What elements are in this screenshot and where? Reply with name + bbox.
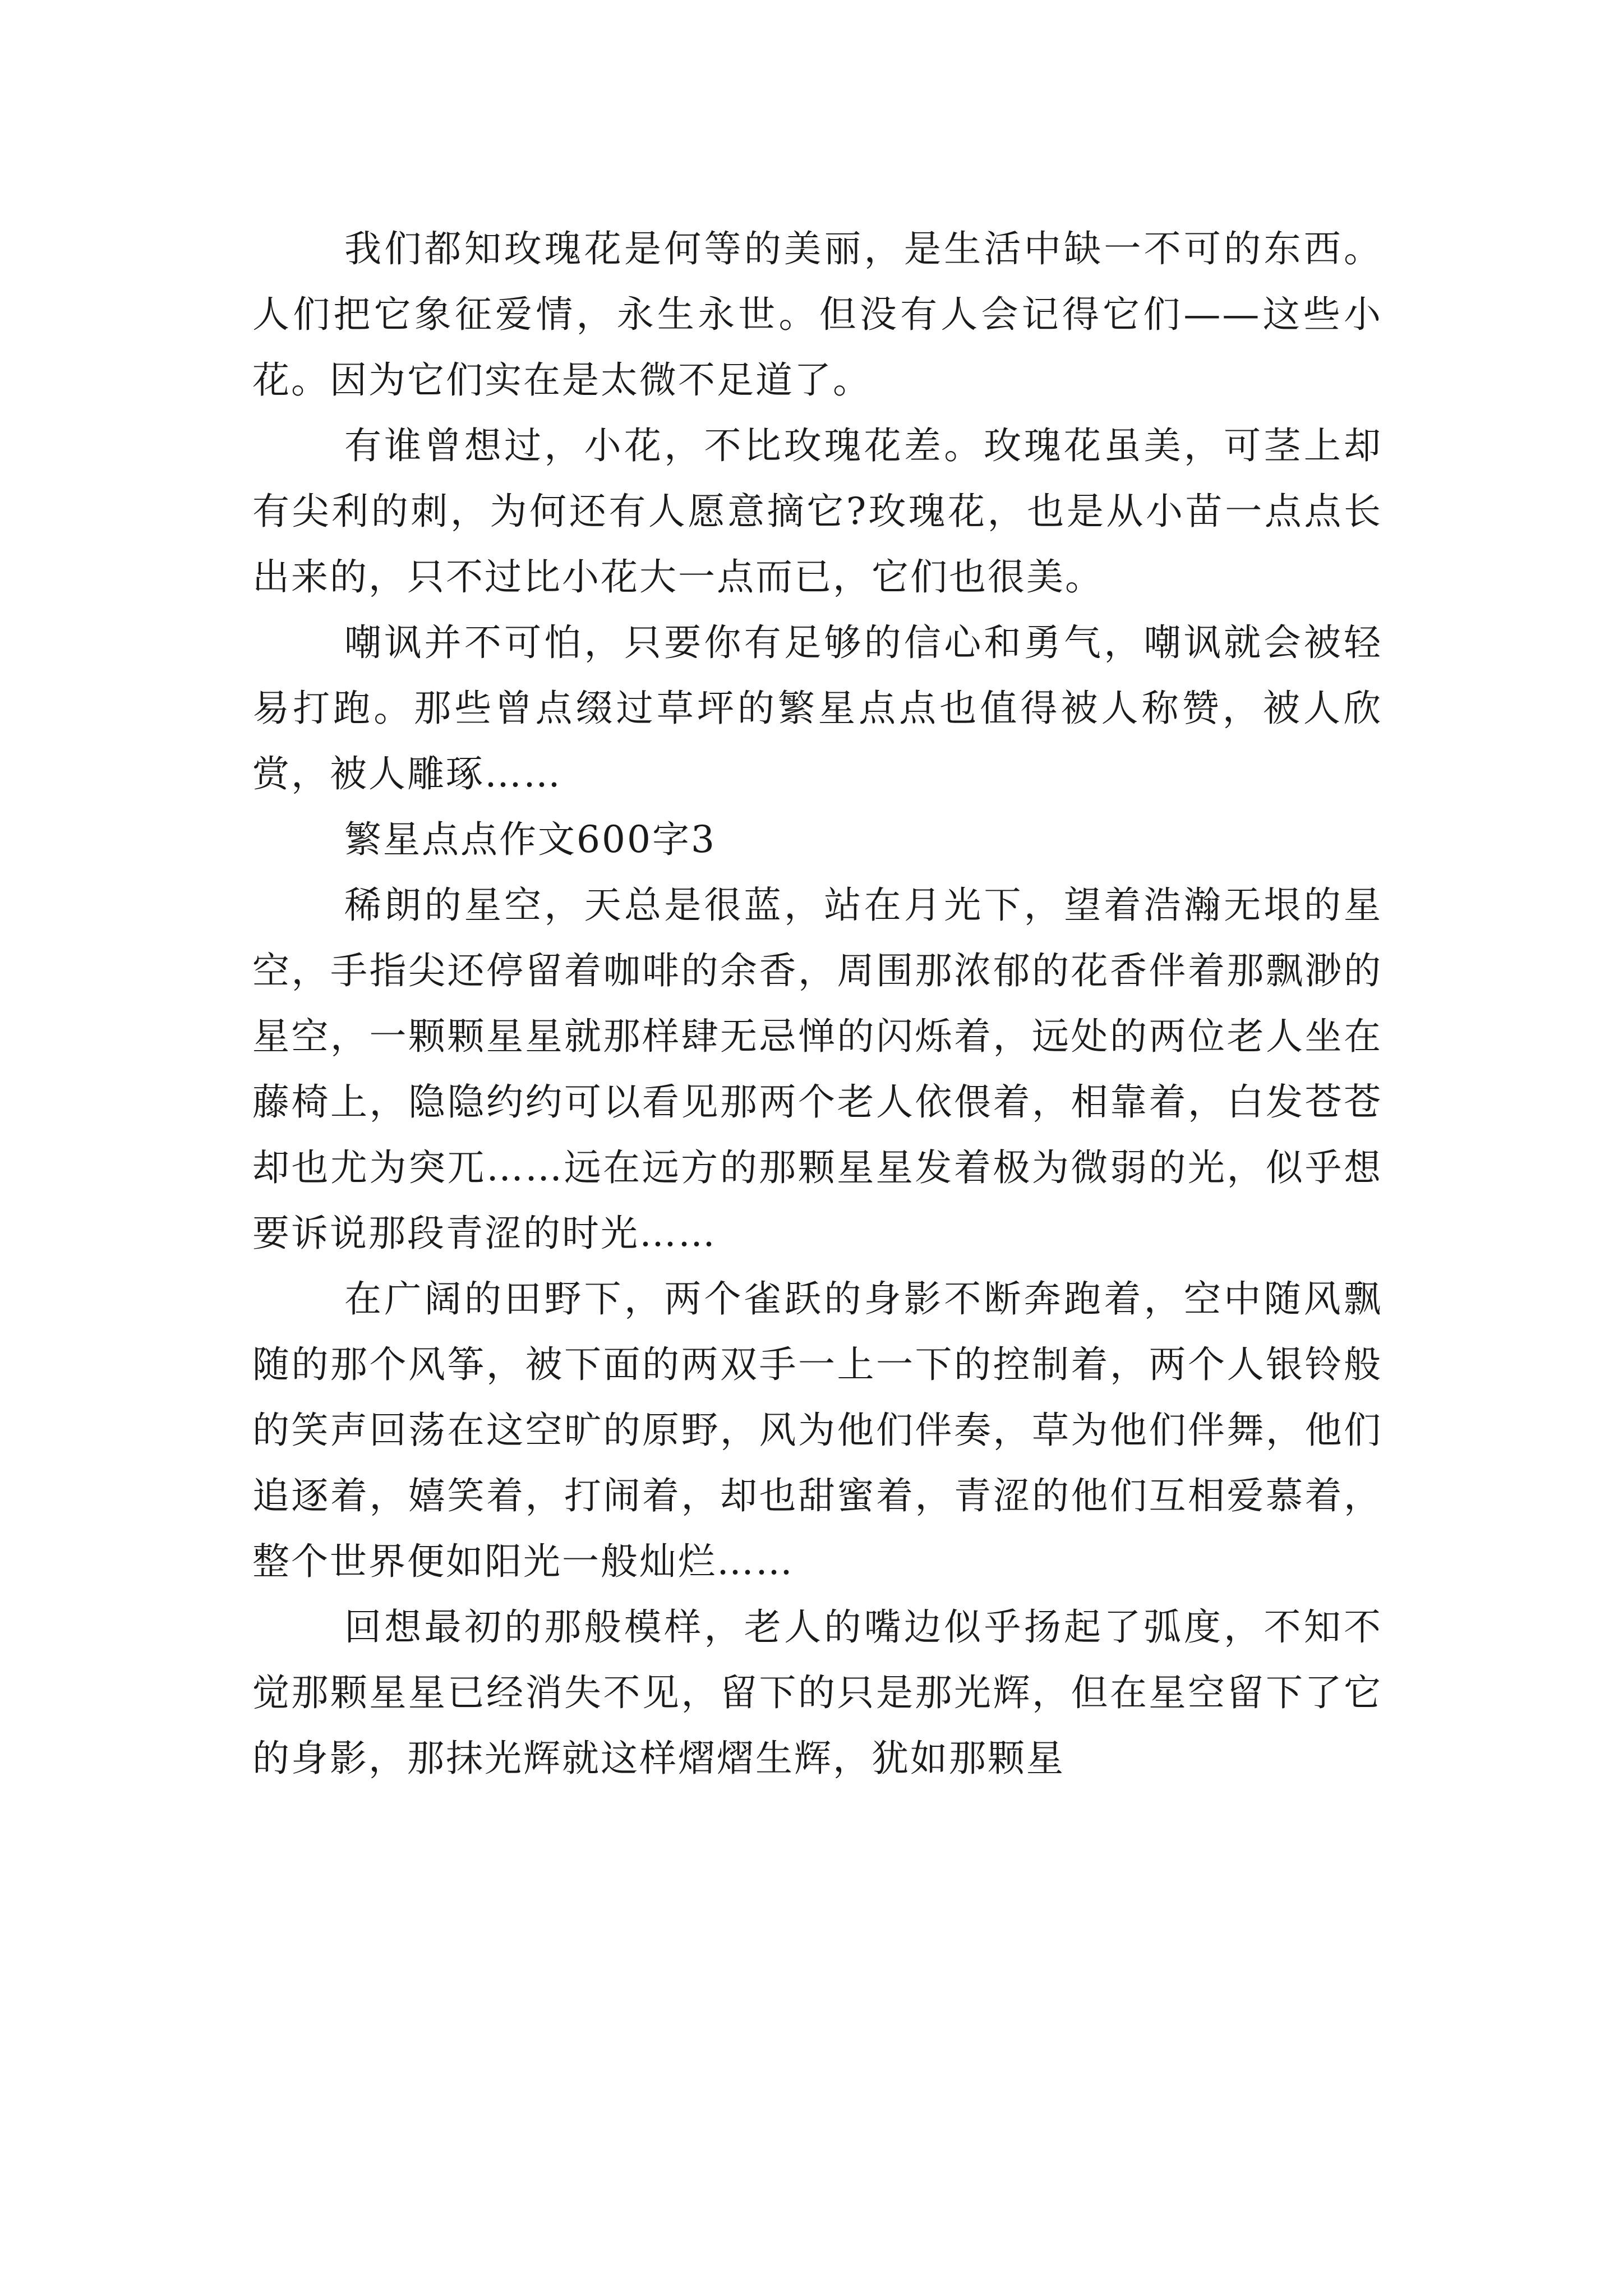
paragraph-fields: 在广阔的田野下，两个雀跃的身影不断奔跑着，空中随风飘随的那个风筝，被下面的两双手一上一下的控制着，两个人银铃般的笑声回荡在这空旷的原野，风为他们伴奏，草为他们伴舞，他们追逐着，嬉笑着，打闹着，却也甜蜜着，青涩的他们互相爱慕着，整个世界便如阳光一般灿烂……	[252, 1277, 1382, 1583]
essay-heading: 繁星点点作文600字3	[344, 818, 716, 861]
paragraph-starry-sky: 稀朗的星空，天总是很蓝，站在月光下，望着浩瀚无垠的星空，手指尖还停留着咖啡的余香，周围那浓郁的花香伴着那飘渺的星空，一颗颗星星就那样肆无忌惮的闪烁着，远处的两位老人坐在藤椅上，隐隐约约可以看见那两个老人依偎着，相靠着，白发苍苍却也尤为突兀……远在远方的那颗星星发着极为微弱的光，似乎想要诉说那段青涩的时光……	[252, 884, 1382, 1255]
paragraph-roses: 我们都知玫瑰花是何等的美丽，是生活中缺一不可的东西。人们把它象征爱情，永生永世。但没有人会记得它们——这些小花。因为它们实在是太微不足道了。	[252, 227, 1382, 402]
paragraph-mockery: 嘲讽并不可怕，只要你有足够的信心和勇气，嘲讽就会被轻易打跑。那些曾点缀过草坪的繁星点点也值得被人称赞，被人欣赏，被人雕琢……	[252, 621, 1382, 795]
paragraph-recollection: 回想最初的那般模样，老人的嘴边似乎扬起了弧度，不知不觉那颗星星已经消失不见，留下的只是那光辉，但在星空留下了它的身影，那抹光辉就这样熠熠生辉，犹如那颗星	[252, 1605, 1382, 1780]
paragraph-small-flowers: 有谁曾想过，小花，不比玫瑰花差。玫瑰花虽美，可茎上却有尖利的刺，为何还有人愿意摘它?玫瑰花，也是从小苗一点点长出来的，只不过比小花大一点而已，它们也很美。	[252, 424, 1382, 599]
document-body	[252, 216, 1382, 1791]
